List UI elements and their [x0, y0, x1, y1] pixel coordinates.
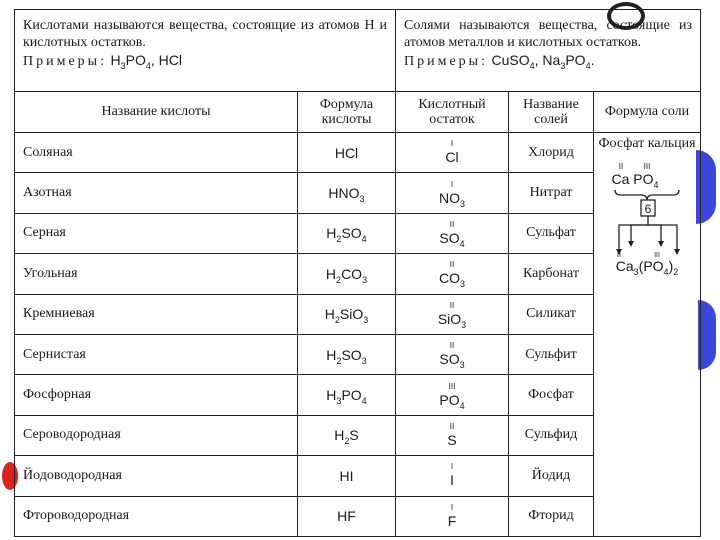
acid-name-cell — [15, 173, 298, 213]
acid-residue-cell — [396, 254, 509, 294]
acids-salts-table — [14, 9, 701, 537]
salt-name: Сульфат — [526, 225, 576, 241]
acid-formula-cell — [298, 496, 396, 536]
acid-name: Кремниевая — [23, 306, 95, 322]
result-po4-valence: III — [654, 252, 660, 260]
residue-formula: Cl — [445, 149, 459, 166]
salt-name-cell — [509, 415, 594, 455]
residue-formula: $CO_3$ — [438, 270, 465, 290]
acid-residue-cell — [396, 415, 509, 455]
residue-formula: $SO_3$ — [439, 351, 465, 370]
residue-valence: I — [450, 179, 454, 189]
salts-examples-formulas: CuSO$_4$, $Na_3PO_4$. — [491, 51, 595, 71]
acid-residue-cell — [396, 173, 509, 213]
acid-residue-cell — [396, 375, 509, 415]
salt-name: Йодид — [531, 467, 571, 483]
salt-name-cell — [509, 173, 594, 213]
acid-name-cell — [15, 294, 298, 334]
acid-name: Сероводородная — [23, 427, 121, 443]
acid-name-cell — [15, 213, 298, 253]
salt-name-cell — [509, 294, 594, 334]
salt-name: Силикат — [526, 306, 576, 322]
header-acid-name: Название кислоты — [15, 92, 298, 133]
acid-name-cell — [15, 415, 298, 455]
acid-name: Сернистая — [23, 346, 86, 362]
acid-formula: $H_2S$ — [334, 427, 359, 447]
acid-name: Йодоводородная — [23, 467, 122, 483]
acid-formula: $H_2SiO_3$ — [324, 306, 369, 326]
acid-residue-cell — [396, 456, 509, 496]
acid-name: Угольная — [23, 265, 78, 281]
acid-formula-cell — [298, 334, 396, 374]
ca-valence: II — [618, 162, 624, 172]
acid-formula-cell — [298, 415, 396, 455]
acid-residue — [438, 179, 465, 209]
valence-diagram — [597, 153, 697, 323]
acid-name: Фтороводородная — [23, 508, 130, 524]
acid-formula: $H_2CO_3$ — [325, 265, 368, 285]
salts-definition-text: Солями называются вещества, состоящие из атомов металлов и кислотных остатков. — [404, 18, 693, 50]
salt-name: Фосфат — [528, 387, 574, 403]
salt-top-formula: Ca $PO_4$ — [611, 171, 659, 191]
acid-formula-cell — [298, 375, 396, 415]
acid-residue — [439, 341, 465, 370]
residue-valence: II — [449, 219, 455, 229]
acid-residue — [447, 423, 456, 448]
acid-residue — [438, 260, 465, 290]
residue-formula: $NO_3$ — [438, 189, 465, 209]
header-salt-formula: Формула соли — [594, 92, 701, 133]
residue-formula: SiO$_3$ — [437, 310, 467, 330]
residue-valence: I — [450, 502, 454, 512]
acid-formula: $H_2SO_4$ — [326, 225, 367, 245]
header-acid-residue: Кислотный остаток — [396, 92, 509, 133]
arrow-left-inner — [631, 225, 648, 245]
acid-name-cell — [15, 133, 298, 173]
residue-valence: II — [449, 421, 455, 431]
acid-residue-cell — [396, 496, 509, 536]
acid-formula-cell — [298, 294, 396, 334]
acid-residue-cell — [396, 213, 509, 253]
acid-formula-cell — [298, 456, 396, 496]
residue-valence: I — [450, 462, 454, 472]
acid-residue-cell — [396, 133, 509, 173]
acid-residue — [450, 463, 454, 488]
residue-valence: II — [449, 341, 455, 351]
salt-name-cell — [509, 496, 594, 536]
salt-name: Фторид — [528, 508, 574, 524]
acids-salts-sheet — [14, 9, 700, 535]
acid-name: Азотная — [23, 185, 72, 201]
salt-name: Нитрат — [529, 185, 573, 201]
residue-valence: II — [449, 300, 455, 310]
header-acid-formula: Формула кислоты — [298, 92, 396, 133]
result-ca-valence: II — [617, 252, 621, 260]
arrow-right-outer — [648, 225, 677, 253]
salt-name-cell — [509, 456, 594, 496]
acid-formula: HI — [339, 467, 354, 484]
acid-name-cell — [15, 456, 298, 496]
acid-residue — [445, 140, 458, 165]
table-row — [15, 133, 701, 173]
acid-formula: $H_2SO_3$ — [326, 346, 367, 366]
acid-formula: $H_3PO_4$ — [326, 387, 367, 406]
acid-name-cell — [15, 334, 298, 374]
salts-examples — [404, 52, 692, 71]
grouping-brace — [615, 190, 679, 200]
acid-residue — [437, 300, 467, 330]
salt-name-cell — [509, 375, 594, 415]
acid-name-cell — [15, 254, 298, 294]
header-salt-name: Название солей — [509, 92, 594, 133]
salt-example-title: Фосфат кальция — [598, 136, 696, 151]
salt-name-cell — [509, 254, 594, 294]
salt-name-cell — [509, 133, 594, 173]
residue-valence: I — [450, 139, 454, 149]
acids-examples — [23, 52, 387, 71]
salt-name: Хлорид — [528, 144, 574, 160]
po4-valence: III — [643, 162, 651, 172]
acid-formula: $HNO_3$ — [328, 185, 365, 204]
salt-name: Сульфит — [525, 346, 577, 362]
residue-valence: II — [449, 260, 455, 270]
residue-formula: S — [447, 431, 457, 448]
salts-definition — [396, 10, 701, 92]
acids-definition-text: Кислотами называются вещества, состоящие из атомов Н и кислотных остатков. — [23, 18, 387, 50]
acid-formula-cell — [298, 133, 396, 173]
salt-name-cell — [509, 334, 594, 374]
acids-definition — [15, 10, 396, 92]
acid-formula: HF — [337, 508, 356, 525]
acid-name-cell — [15, 375, 298, 415]
residue-formula: $SO_4$ — [439, 229, 465, 249]
arrow-heads — [616, 241, 680, 255]
acid-name-cell — [15, 496, 298, 536]
salts-examples-label: Примеры: — [404, 53, 488, 69]
acid-name: Серная — [23, 225, 66, 241]
residue-formula: I — [450, 472, 454, 489]
acids-examples-label: Примеры: — [23, 53, 107, 69]
residue-valence: III — [448, 381, 456, 391]
acid-formula-cell — [298, 213, 396, 253]
residue-formula: F — [447, 512, 457, 529]
acid-formula-cell — [298, 254, 396, 294]
salt-name: Сульфид — [524, 427, 578, 443]
acid-name: Соляная — [23, 144, 73, 160]
acid-name: Фосфорная — [23, 387, 92, 403]
salt-result-formula: $Ca_3(PO_4)_2$ — [615, 258, 679, 278]
arrow-left-outer — [619, 216, 648, 253]
residue-formula: $PO_4$ — [439, 391, 465, 411]
acid-residue-cell — [396, 294, 509, 334]
acid-formula-cell — [298, 173, 396, 213]
salt-name-cell — [509, 213, 594, 253]
acid-formula: HCl — [334, 144, 359, 161]
acid-residue — [439, 381, 465, 411]
salt-name: Карбонат — [523, 265, 579, 281]
acids-examples-formulas: $H_3PO_4$, HCl — [110, 51, 182, 71]
lcm-value: 6 — [644, 202, 652, 217]
salt-formula-example — [594, 133, 701, 537]
arrows — [619, 216, 677, 253]
acid-residue-cell — [396, 334, 509, 374]
acid-residue — [448, 504, 457, 529]
acid-residue — [439, 219, 465, 249]
